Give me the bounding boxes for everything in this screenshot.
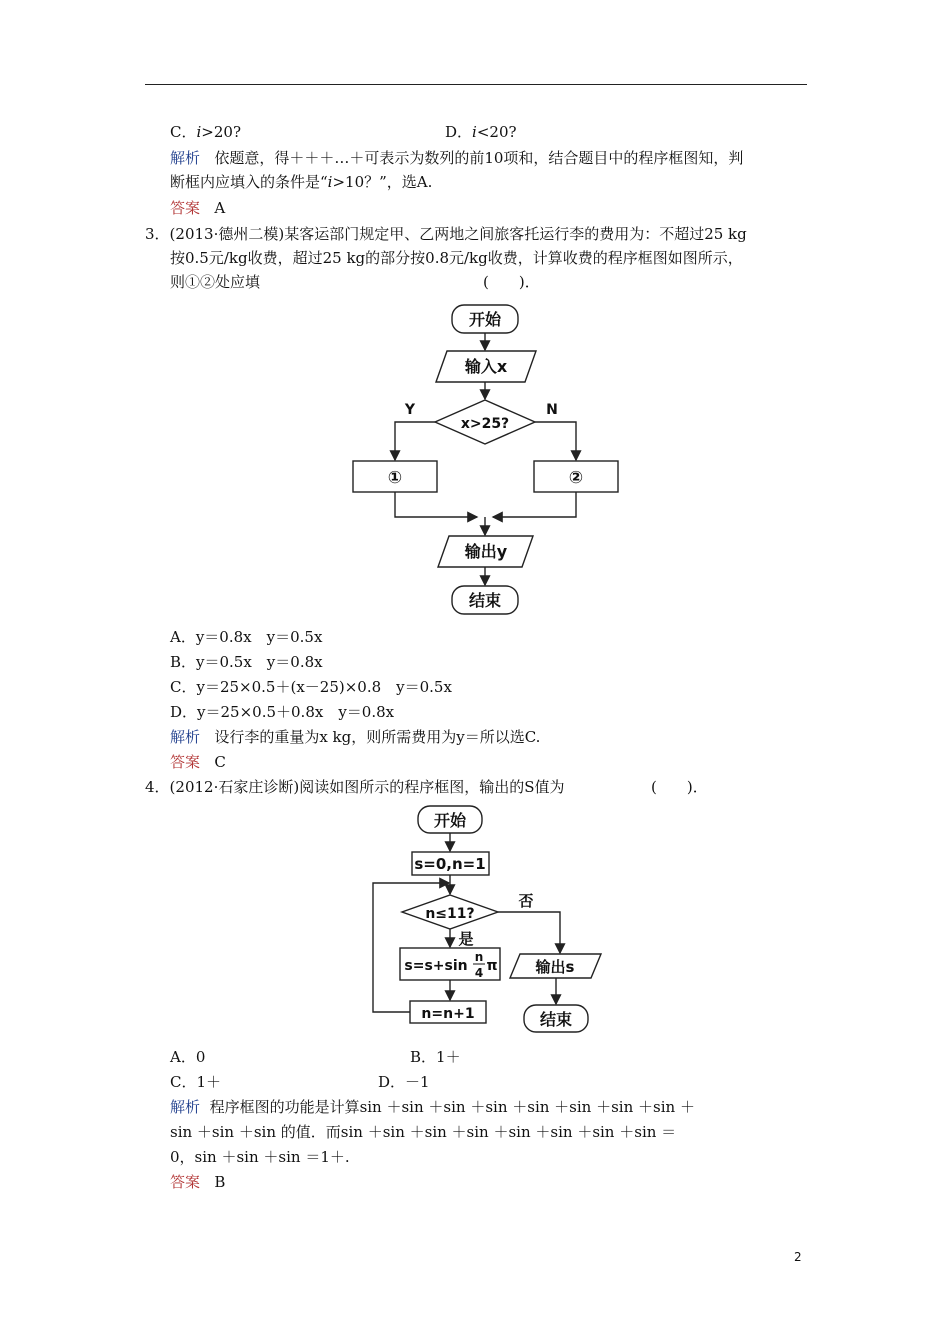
q2-option-d: D．i<20? [445,123,517,141]
q2-explanation-line2: 断框内应填入的条件是“i>10？”，选A. [170,173,433,191]
q3-input-label: 输入x [464,357,508,376]
q4-option-c: C．1＋ [170,1073,222,1091]
q3-yes-label: Y [404,402,416,418]
q4-bracket: ( )． [651,778,708,796]
q3-stem-line2: 按0.5元/kg收费，超过25 kg的部分按0.8元/kg收费，计算收费的程序框图如图所示， [170,249,743,267]
page-number: 2 [794,1250,802,1264]
q4-explanation-line1: 解析 程序框图的功能是计算sin ＋sin ＋sin ＋sin ＋sin ＋sin ＋sin ＋sin ＋ [170,1098,695,1116]
q4-inc-label: n=n+1 [421,1006,475,1022]
q3-answer: 答案 C [170,753,226,771]
q4-cond-label: n≤11? [425,906,475,922]
q3-option-d: D．y＝25×0.5＋0.8x y＝0.8x [170,703,395,721]
q3-end-label: 结束 [468,591,502,610]
q4-answer: 答案 B [170,1173,226,1191]
q3-cond-label: x>25? [460,416,510,432]
q3-option-b: B．y＝0.5x y＝0.8x [170,653,323,671]
q4-option-d: D．－1 [378,1073,430,1091]
q3-bracket: ( )． [483,273,540,291]
q4-frac-den: 4 [474,966,484,980]
q4-frac-num: n [474,950,484,964]
q4-end-label: 结束 [539,1010,573,1029]
q2-answer: 答案 A [170,199,226,217]
q3-stem-line3: 则①②处应填 [170,273,261,291]
q2-explanation-line1: 解析 依题意，得＋＋＋…＋可表示为数列的前10项和，结合题目中的程序框图知，判 [170,149,744,167]
q4-init-label: s=0,n=1 [414,855,486,873]
q3-output-label: 输出y [464,542,508,561]
q4-option-b: B．1＋ [410,1048,461,1066]
q3-box2-label: ② [568,468,584,488]
q4-stem: 4．(2012·石家庄诊断)阅读如图所示的程序框图，输出的S值为 [145,778,565,796]
q3-explanation: 解析 设行李的重量为x kg，则所需费用为y＝所以选C. [170,728,541,746]
q4-no-label: 否 [518,892,534,910]
q4-flowchart [373,806,601,1032]
q3-start-label: 开始 [468,310,502,329]
q4-body-label: s=s+sin [404,958,468,974]
q3-stem-line1: 3．(2013·德州二模)某客运部门规定甲、乙两地之间旅客托运行李的费用为：不超过25 kg [145,225,747,243]
q3-option-c: C．y＝25×0.5＋(x－25)×0.8 y＝0.5x [170,678,452,696]
q3-flowchart [353,305,618,614]
q3-no-label: N [546,402,558,418]
q4-start-label: 开始 [433,811,467,830]
q4-option-a: A．0 [170,1048,206,1066]
q4-explanation-line2: sin ＋sin ＋sin 的值．而sin ＋sin ＋sin ＋sin ＋sin ＋sin ＋sin ＋sin ＝ [170,1123,677,1141]
q3-option-a: A．y＝0.8x y＝0.5x [170,628,323,646]
q4-output-label: 输出s [535,958,575,976]
q4-yes-label: 是 [458,930,474,948]
q4-explanation-line3: 0，sin ＋sin ＋sin ＝1＋. [170,1148,350,1166]
q2-jx-label: 解析 [170,149,201,167]
q2-option-c: C．i>20? [170,123,241,141]
q3-box1-label: ① [387,468,403,488]
q4-pi-label: π [486,958,498,974]
